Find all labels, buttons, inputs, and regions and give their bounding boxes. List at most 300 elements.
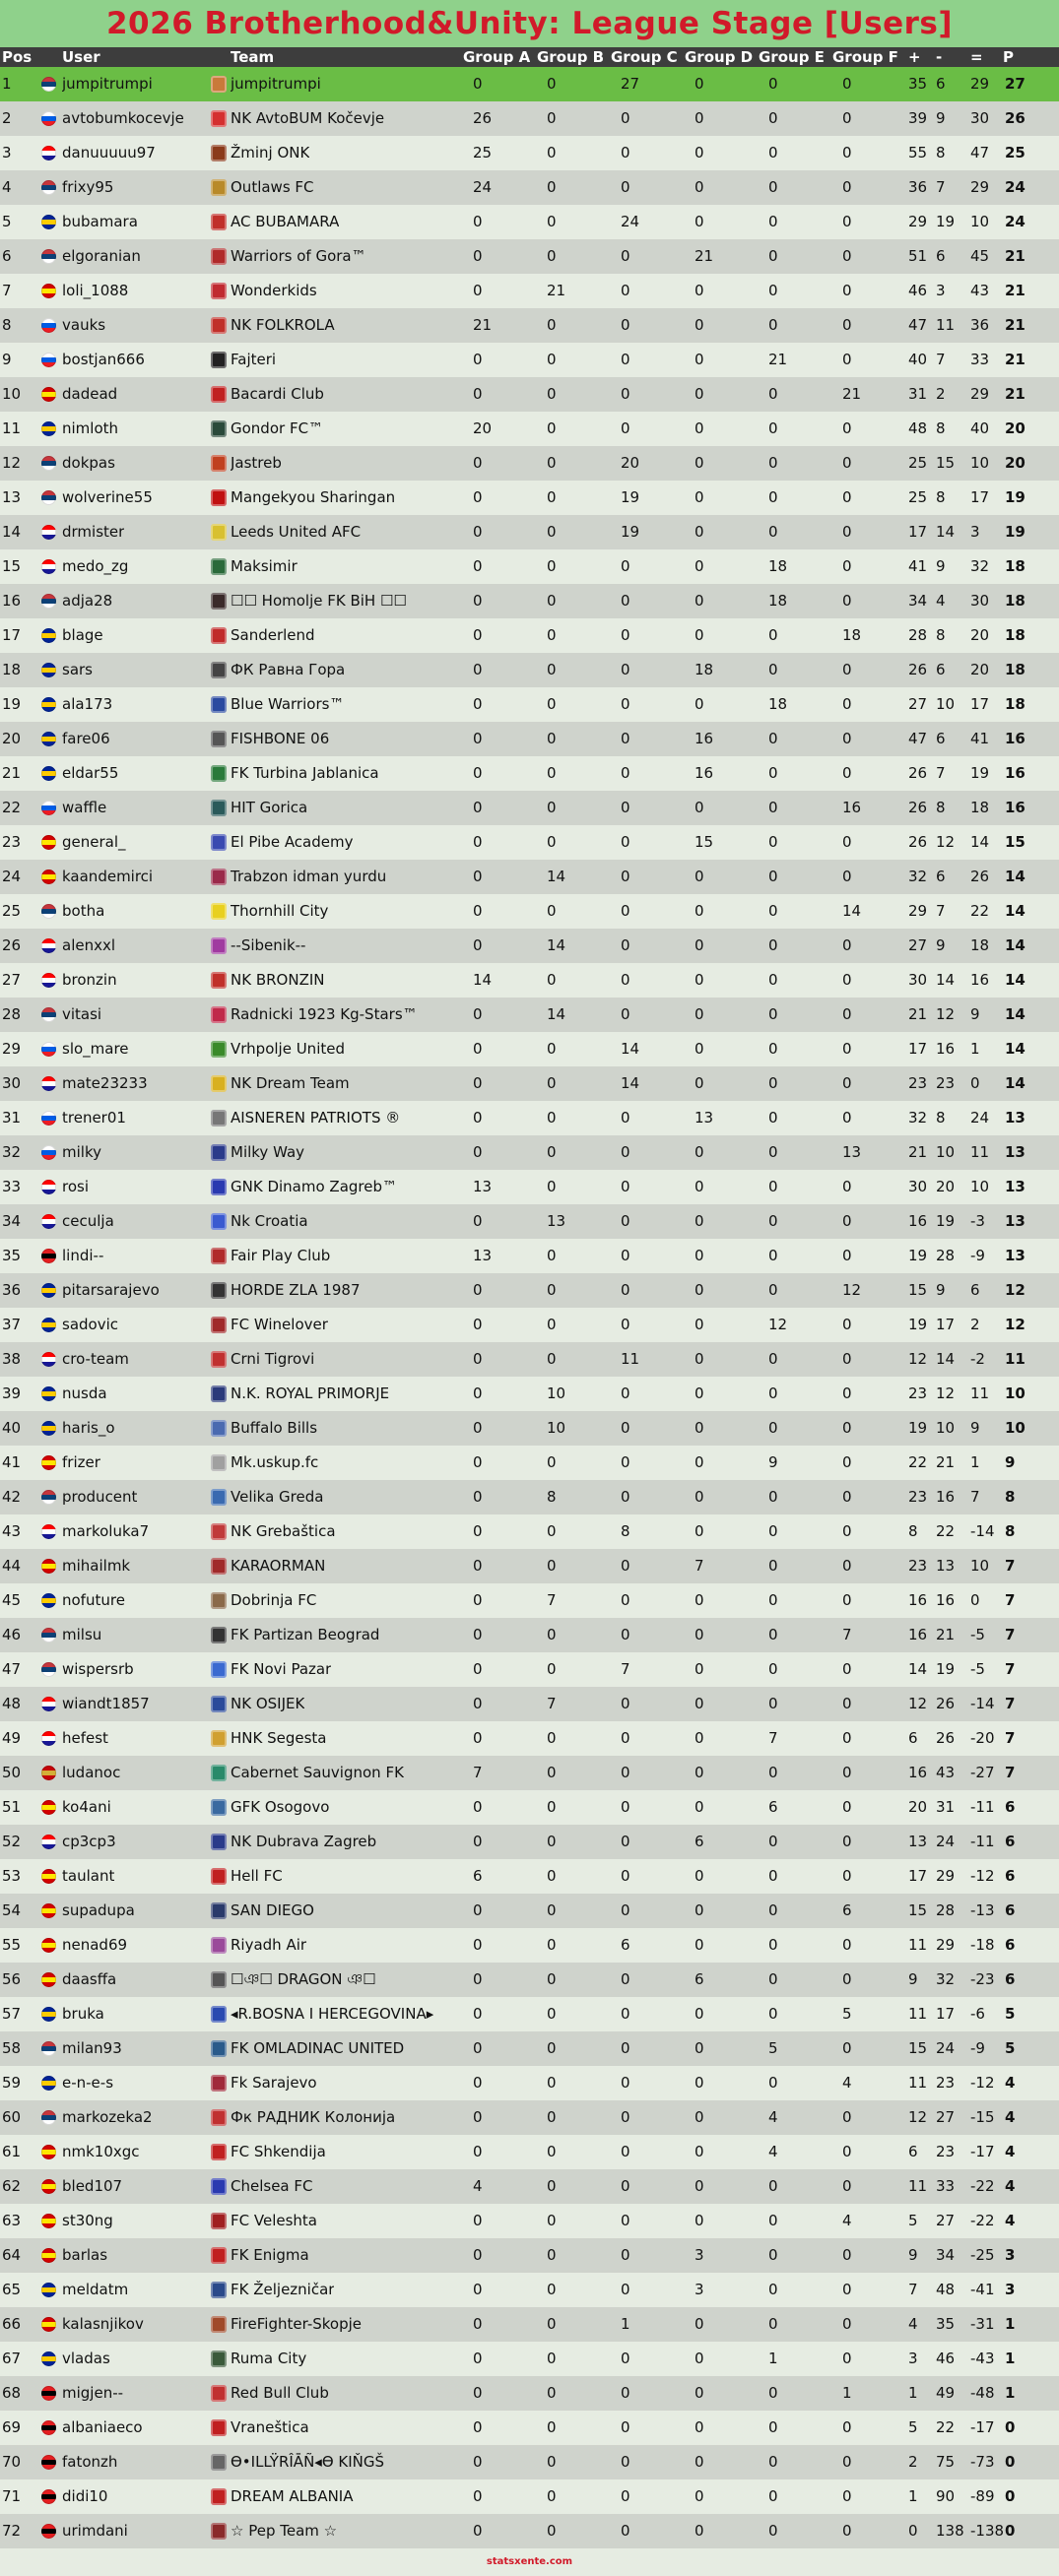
row-user[interactable]: jumpitrumpi bbox=[62, 75, 153, 93]
row-team[interactable]: Red Bull Club bbox=[231, 2384, 329, 2402]
header-group-f[interactable]: Group F bbox=[832, 48, 898, 66]
row-team[interactable]: Fair Play Club bbox=[231, 1247, 331, 1264]
row-team[interactable]: ФК Равна Гора bbox=[231, 661, 346, 678]
table-row[interactable] bbox=[0, 1273, 1059, 1308]
row-goals-against: 29 bbox=[936, 1867, 956, 1885]
row-user[interactable]: sars bbox=[62, 661, 93, 678]
table-row[interactable] bbox=[0, 1170, 1059, 1204]
row-group-e: 7 bbox=[768, 1729, 778, 1747]
header-group-a[interactable]: Group A bbox=[463, 48, 531, 66]
row-team[interactable]: Sanderlend bbox=[231, 626, 315, 644]
table-row[interactable] bbox=[0, 274, 1059, 308]
row-team[interactable]: NK Grebaštica bbox=[231, 1522, 336, 1540]
row-group-f: 0 bbox=[842, 213, 852, 230]
row-user[interactable]: supadupa bbox=[62, 1901, 135, 1919]
row-points: 7 bbox=[1005, 1557, 1016, 1575]
row-team[interactable]: Buffalo Bills bbox=[231, 1419, 318, 1437]
table-row[interactable] bbox=[0, 1066, 1059, 1101]
row-team[interactable]: NK AvtoBUM Kočevje bbox=[231, 109, 385, 127]
row-pos: 61 bbox=[2, 2143, 22, 2160]
table-row[interactable] bbox=[0, 1790, 1059, 1825]
row-team[interactable]: N.K. ROYAL PRIMORJE bbox=[231, 1385, 390, 1402]
table-row[interactable] bbox=[0, 1583, 1059, 1618]
row-team[interactable]: Fk Sarajevo bbox=[231, 2074, 317, 2092]
row-team[interactable]: --Sibenik-- bbox=[231, 936, 306, 954]
row-goals-against: 23 bbox=[936, 2074, 956, 2092]
row-team[interactable]: FC Winelover bbox=[231, 1316, 328, 1333]
table-row[interactable] bbox=[0, 2411, 1059, 2445]
header-pos[interactable]: Pos bbox=[2, 48, 33, 66]
table-row[interactable] bbox=[0, 1377, 1059, 1411]
row-group-a: 0 bbox=[473, 1419, 483, 1437]
row-team[interactable]: AC BUBAMARA bbox=[231, 213, 340, 230]
table-row[interactable] bbox=[0, 1928, 1059, 1963]
row-group-c: 0 bbox=[621, 419, 630, 437]
team-crest-icon bbox=[211, 1799, 227, 1816]
table-row[interactable] bbox=[0, 308, 1059, 343]
row-user[interactable]: cp3cp3 bbox=[62, 1833, 116, 1850]
row-user[interactable]: migjen-- bbox=[62, 2384, 124, 2402]
table-row[interactable] bbox=[0, 998, 1059, 1032]
row-team[interactable]: Фк РАДНИК Колониjа bbox=[231, 2108, 396, 2126]
row-user[interactable]: taulant bbox=[62, 1867, 115, 1885]
row-points: 0 bbox=[1005, 2418, 1016, 2436]
row-team[interactable]: Chelsea FC bbox=[231, 2177, 313, 2195]
table-row[interactable] bbox=[0, 1308, 1059, 1342]
table-row[interactable] bbox=[0, 1721, 1059, 1756]
row-group-f: 0 bbox=[842, 695, 852, 713]
row-user[interactable]: trener01 bbox=[62, 1109, 126, 1127]
row-team[interactable]: FK Enigma bbox=[231, 2246, 309, 2264]
table-row[interactable] bbox=[0, 1825, 1059, 1859]
row-user[interactable]: markoluka7 bbox=[62, 1522, 150, 1540]
row-team[interactable]: FK OMLADINAC UNITED bbox=[231, 2039, 405, 2057]
row-user[interactable]: vitasi bbox=[62, 1005, 102, 1023]
row-user[interactable]: vauks bbox=[62, 316, 106, 334]
row-team[interactable]: Žminj ONK bbox=[231, 144, 310, 161]
row-group-e: 0 bbox=[768, 971, 778, 989]
row-team[interactable]: HIT Gorica bbox=[231, 799, 308, 816]
row-team[interactable]: NK Dubrava Zagreb bbox=[231, 1833, 377, 1850]
row-team[interactable]: ☐☐ Homolje FK BiH ☐☐ bbox=[231, 592, 407, 610]
table-row[interactable] bbox=[0, 101, 1059, 136]
row-team[interactable]: NK Dream Team bbox=[231, 1074, 350, 1092]
row-group-f: 0 bbox=[842, 1453, 852, 1471]
row-user[interactable]: bled107 bbox=[62, 2177, 123, 2195]
row-pos: 27 bbox=[2, 971, 22, 989]
row-group-b: 0 bbox=[547, 661, 557, 678]
table-row[interactable] bbox=[0, 825, 1059, 860]
row-team[interactable]: HORDE ZLA 1987 bbox=[231, 1281, 361, 1299]
row-team[interactable]: FK Turbina Jablanica bbox=[231, 764, 379, 782]
row-team[interactable]: KARAORMAN bbox=[231, 1557, 326, 1575]
row-user[interactable]: dokpas bbox=[62, 454, 115, 472]
table-row[interactable] bbox=[0, 481, 1059, 515]
row-team[interactable]: Nk Croatia bbox=[231, 1212, 308, 1230]
country-flag-icon bbox=[41, 1524, 56, 1539]
row-team[interactable]: NK FOLKROLA bbox=[231, 316, 335, 334]
row-team[interactable]: Hell FC bbox=[231, 1867, 283, 1885]
table-row[interactable] bbox=[0, 1204, 1059, 1239]
row-group-f: 0 bbox=[842, 764, 852, 782]
row-team[interactable]: Riyadh Air bbox=[231, 1936, 307, 1954]
table-row[interactable] bbox=[0, 205, 1059, 239]
table-row[interactable] bbox=[0, 1652, 1059, 1687]
row-team[interactable]: FireFighter-Skopje bbox=[231, 2315, 363, 2333]
row-group-b: 0 bbox=[547, 1522, 557, 1540]
row-user[interactable]: e-n-e-s bbox=[62, 2074, 114, 2092]
row-user[interactable]: markozeka2 bbox=[62, 2108, 153, 2126]
header-goals-against[interactable]: - bbox=[936, 48, 943, 66]
row-user[interactable]: waffle bbox=[62, 799, 107, 816]
row-user[interactable]: kalasnjikov bbox=[62, 2315, 144, 2333]
table-row[interactable] bbox=[0, 67, 1059, 101]
table-row[interactable] bbox=[0, 1239, 1059, 1273]
row-user[interactable]: wolverine55 bbox=[62, 488, 153, 506]
row-group-b: 0 bbox=[547, 351, 557, 368]
table-row[interactable] bbox=[0, 653, 1059, 687]
row-team[interactable]: Dobrinja FC bbox=[231, 1591, 317, 1609]
row-pos: 72 bbox=[2, 2522, 22, 2540]
row-group-f: 0 bbox=[842, 1764, 852, 1781]
row-user[interactable]: kaandemirci bbox=[62, 868, 154, 885]
row-team[interactable]: FC Veleshta bbox=[231, 2212, 317, 2229]
team-crest-icon bbox=[211, 1489, 227, 1506]
row-user[interactable]: pitarsarajevo bbox=[62, 1281, 160, 1299]
row-team[interactable]: ϴ•ILLŸRÎĀÑ◂ϴ KIŇGŠ bbox=[231, 2453, 385, 2471]
table-row[interactable] bbox=[0, 1514, 1059, 1549]
row-user[interactable]: sadovic bbox=[62, 1316, 118, 1333]
row-team[interactable]: NK OSIJEK bbox=[231, 1695, 305, 1712]
row-team[interactable]: Maksimir bbox=[231, 557, 298, 575]
country-flag-icon bbox=[41, 215, 56, 229]
row-team[interactable]: Thornhill City bbox=[231, 902, 329, 920]
row-team[interactable]: FISHBONE 06 bbox=[231, 730, 330, 747]
table-row[interactable] bbox=[0, 170, 1059, 205]
row-user[interactable]: frizer bbox=[62, 1453, 100, 1471]
row-user[interactable]: ko4ani bbox=[62, 1798, 111, 1816]
row-user[interactable]: bronzin bbox=[62, 971, 117, 989]
row-user[interactable]: hefest bbox=[62, 1729, 108, 1747]
row-team[interactable]: Wonderkids bbox=[231, 282, 317, 299]
row-user[interactable]: ala173 bbox=[62, 695, 113, 713]
table-row[interactable] bbox=[0, 2238, 1059, 2273]
table-row[interactable] bbox=[0, 1342, 1059, 1377]
row-group-d: 0 bbox=[695, 1764, 704, 1781]
row-user[interactable]: milky bbox=[62, 1143, 101, 1161]
table-row[interactable] bbox=[0, 1756, 1059, 1790]
row-group-b: 0 bbox=[547, 2246, 557, 2264]
table-row[interactable] bbox=[0, 446, 1059, 481]
table-row[interactable] bbox=[0, 963, 1059, 998]
table-row[interactable] bbox=[0, 2479, 1059, 2514]
row-team[interactable]: Ruma City bbox=[231, 2350, 307, 2367]
row-team[interactable]: AISNEREN PATRIOTS ® bbox=[231, 1109, 401, 1127]
row-pos: 41 bbox=[2, 1453, 22, 1471]
row-team[interactable]: NK BRONZIN bbox=[231, 971, 325, 989]
row-team[interactable]: HNK Segesta bbox=[231, 1729, 327, 1747]
table-row[interactable] bbox=[0, 618, 1059, 653]
table-row[interactable] bbox=[0, 1894, 1059, 1928]
table-row[interactable] bbox=[0, 1446, 1059, 1480]
row-pos: 69 bbox=[2, 2418, 22, 2436]
row-points: 7 bbox=[1005, 1626, 1016, 1643]
row-group-d: 0 bbox=[695, 1178, 704, 1195]
row-user[interactable]: botha bbox=[62, 902, 105, 920]
row-team[interactable]: El Pibe Academy bbox=[231, 833, 354, 851]
row-user[interactable]: bruka bbox=[62, 2005, 104, 2023]
table-row[interactable] bbox=[0, 1032, 1059, 1066]
row-group-d: 0 bbox=[695, 316, 704, 334]
row-user[interactable]: nimloth bbox=[62, 419, 119, 437]
row-user[interactable]: drmister bbox=[62, 523, 125, 541]
row-goal-diff: 1 bbox=[970, 1453, 980, 1471]
table-row[interactable] bbox=[0, 377, 1059, 412]
row-user[interactable]: elgoranian bbox=[62, 247, 141, 265]
row-group-a: 0 bbox=[473, 1729, 483, 1747]
row-user[interactable]: ceculja bbox=[62, 1212, 114, 1230]
row-user[interactable]: st30ng bbox=[62, 2212, 113, 2229]
country-flag-icon bbox=[41, 1490, 56, 1505]
row-team[interactable]: jumpitrumpi bbox=[231, 75, 321, 93]
footer-credit[interactable]: statsxente.com bbox=[486, 2556, 573, 2567]
row-goals-against: 21 bbox=[936, 1626, 956, 1643]
table-row[interactable] bbox=[0, 2169, 1059, 2204]
row-user[interactable]: milan93 bbox=[62, 2039, 122, 2057]
row-team[interactable]: Jastreb bbox=[231, 454, 282, 472]
row-user[interactable]: milsu bbox=[62, 1626, 102, 1643]
header-group-d[interactable]: Group D bbox=[685, 48, 754, 66]
row-team[interactable]: Vrhpolje United bbox=[231, 1040, 345, 1058]
row-team[interactable]: FC Shkendija bbox=[231, 2143, 326, 2160]
row-user[interactable]: wispersrb bbox=[62, 1660, 134, 1678]
row-team[interactable]: Fajteri bbox=[231, 351, 277, 368]
row-user[interactable]: danuuuuu97 bbox=[62, 144, 156, 161]
row-points: 20 bbox=[1005, 419, 1026, 437]
row-user[interactable]: dadead bbox=[62, 385, 118, 403]
row-user[interactable]: producent bbox=[62, 1488, 138, 1506]
row-user[interactable]: nenad69 bbox=[62, 1936, 128, 1954]
table-row[interactable] bbox=[0, 1859, 1059, 1894]
table-row[interactable] bbox=[0, 1135, 1059, 1170]
row-team[interactable]: Cabernet Sauvignon FK bbox=[231, 1764, 404, 1781]
row-team[interactable]: FK Novi Pazar bbox=[231, 1660, 332, 1678]
row-team[interactable]: Trabzon idman yurdu bbox=[231, 868, 387, 885]
row-group-c: 0 bbox=[621, 971, 630, 989]
table-row[interactable] bbox=[0, 2204, 1059, 2238]
row-user[interactable]: meldatm bbox=[62, 2281, 129, 2298]
team-crest-icon bbox=[211, 2247, 227, 2264]
row-group-f: 13 bbox=[842, 1143, 862, 1161]
header-goals-for[interactable]: + bbox=[908, 48, 921, 66]
table-row[interactable] bbox=[0, 2031, 1059, 2066]
row-team[interactable]: Leeds United AFC bbox=[231, 523, 362, 541]
table-row[interactable] bbox=[0, 2376, 1059, 2411]
table-row[interactable] bbox=[0, 2445, 1059, 2479]
table-row[interactable] bbox=[0, 722, 1059, 756]
table-row[interactable] bbox=[0, 1997, 1059, 2031]
row-user[interactable]: rosi bbox=[62, 1178, 89, 1195]
table-row[interactable] bbox=[0, 1101, 1059, 1135]
row-team[interactable]: Milky Way bbox=[231, 1143, 305, 1161]
row-team[interactable]: Radnicki 1923 Kg-Stars™ bbox=[231, 1005, 418, 1023]
table-row[interactable] bbox=[0, 515, 1059, 549]
row-goal-diff: 20 bbox=[970, 626, 990, 644]
row-team[interactable]: SAN DIEGO bbox=[231, 1901, 314, 1919]
row-team[interactable]: Gondor FC™ bbox=[231, 419, 324, 437]
table-row[interactable] bbox=[0, 343, 1059, 377]
row-user[interactable]: fare06 bbox=[62, 730, 110, 747]
row-user[interactable]: wiandt1857 bbox=[62, 1695, 150, 1712]
row-team[interactable]: Crni Tigrovi bbox=[231, 1350, 315, 1368]
row-user[interactable]: mihailmk bbox=[62, 1557, 131, 1575]
row-points: 16 bbox=[1005, 730, 1026, 747]
row-pos: 49 bbox=[2, 1729, 22, 1747]
row-user[interactable]: bostjan666 bbox=[62, 351, 145, 368]
row-group-c: 0 bbox=[621, 1005, 630, 1023]
row-team[interactable]: FK Željezničar bbox=[231, 2281, 335, 2298]
team-crest-icon bbox=[211, 420, 227, 437]
row-team[interactable]: Vraneštica bbox=[231, 2418, 309, 2436]
header-points[interactable]: P bbox=[1003, 48, 1014, 66]
row-user[interactable]: bubamara bbox=[62, 213, 138, 230]
row-user[interactable]: albaniaeco bbox=[62, 2418, 143, 2436]
table-row[interactable] bbox=[0, 1549, 1059, 1583]
row-group-c: 0 bbox=[621, 1833, 630, 1850]
row-goals-against: 16 bbox=[936, 1488, 956, 1506]
row-user[interactable]: alenxxl bbox=[62, 936, 116, 954]
row-team[interactable]: Mk.uskup.fc bbox=[231, 1453, 319, 1471]
row-user[interactable]: general_ bbox=[62, 833, 126, 851]
row-user[interactable]: vladas bbox=[62, 2350, 110, 2367]
table-row[interactable] bbox=[0, 136, 1059, 170]
row-team[interactable]: Bacardi Club bbox=[231, 385, 324, 403]
row-team[interactable]: ◂R.BOSNA I HERCEGOVINA▸ bbox=[231, 2005, 434, 2023]
table-row[interactable] bbox=[0, 929, 1059, 963]
team-crest-icon bbox=[211, 1213, 227, 1230]
row-team[interactable]: GNK Dinamo Zagreb™ bbox=[231, 1178, 397, 1195]
header-user[interactable]: User bbox=[62, 48, 100, 66]
row-user[interactable]: nusda bbox=[62, 1385, 107, 1402]
table-row[interactable] bbox=[0, 756, 1059, 791]
row-user[interactable]: didi10 bbox=[62, 2487, 108, 2505]
team-crest-icon bbox=[211, 1317, 227, 1333]
table-row[interactable] bbox=[0, 2514, 1059, 2548]
row-points: 12 bbox=[1005, 1316, 1026, 1333]
row-goal-diff: 41 bbox=[970, 730, 990, 747]
row-points: 6 bbox=[1005, 1867, 1016, 1885]
table-row[interactable] bbox=[0, 687, 1059, 722]
header-group-c[interactable]: Group C bbox=[611, 48, 678, 66]
table-row[interactable] bbox=[0, 2307, 1059, 2342]
header-group-b[interactable]: Group B bbox=[537, 48, 605, 66]
row-goals-for: 17 bbox=[908, 1867, 928, 1885]
row-user[interactable]: barlas bbox=[62, 2246, 108, 2264]
table-row[interactable] bbox=[0, 1618, 1059, 1652]
row-team[interactable]: Velika Greda bbox=[231, 1488, 324, 1506]
header-group-e[interactable]: Group E bbox=[759, 48, 825, 66]
row-team[interactable]: Warriors of Gora™ bbox=[231, 247, 366, 265]
row-user[interactable]: nmk10xgc bbox=[62, 2143, 140, 2160]
table-row[interactable] bbox=[0, 860, 1059, 894]
row-goals-for: 11 bbox=[908, 2177, 928, 2195]
table-row[interactable] bbox=[0, 2100, 1059, 2135]
row-user[interactable]: fatonzh bbox=[62, 2453, 118, 2471]
row-group-b: 0 bbox=[547, 454, 557, 472]
row-user[interactable]: loli_1088 bbox=[62, 282, 129, 299]
table-row[interactable] bbox=[0, 2135, 1059, 2169]
row-team[interactable]: Blue Warriors™ bbox=[231, 695, 345, 713]
country-flag-icon bbox=[41, 2041, 56, 2056]
row-team[interactable]: ☆ Pep Team ☆ bbox=[231, 2522, 338, 2540]
row-user[interactable]: nofuture bbox=[62, 1591, 125, 1609]
row-team[interactable]: DREAM ALBANIA bbox=[231, 2487, 354, 2505]
row-user[interactable]: urimdani bbox=[62, 2522, 128, 2540]
table-row[interactable] bbox=[0, 2342, 1059, 2376]
row-user[interactable]: cro-team bbox=[62, 1350, 129, 1368]
row-team[interactable]: ☐ঞ☐ DRAGON ঞ☐ bbox=[231, 1970, 376, 1988]
row-group-a: 0 bbox=[473, 2487, 483, 2505]
country-flag-icon bbox=[41, 490, 56, 505]
row-team[interactable]: Mangekyou Sharingan bbox=[231, 488, 396, 506]
row-group-e: 0 bbox=[768, 1005, 778, 1023]
table-row[interactable] bbox=[0, 412, 1059, 446]
table-row[interactable] bbox=[0, 791, 1059, 825]
row-goals-for: 26 bbox=[908, 799, 928, 816]
row-group-f: 0 bbox=[842, 868, 852, 885]
row-team[interactable]: GFK Osogovo bbox=[231, 1798, 330, 1816]
row-user[interactable]: daasffa bbox=[62, 1970, 117, 1988]
row-team[interactable]: Outlaws FC bbox=[231, 178, 314, 196]
table-row[interactable] bbox=[0, 1411, 1059, 1446]
header-team[interactable]: Team bbox=[231, 48, 275, 66]
row-user[interactable]: frixy95 bbox=[62, 178, 114, 196]
row-group-b: 0 bbox=[547, 626, 557, 644]
table-row[interactable] bbox=[0, 2273, 1059, 2307]
table-row[interactable] bbox=[0, 894, 1059, 929]
table-row[interactable] bbox=[0, 239, 1059, 274]
header-goal-diff[interactable]: = bbox=[970, 48, 983, 66]
row-user[interactable]: mate23233 bbox=[62, 1074, 148, 1092]
row-user[interactable]: haris_o bbox=[62, 1419, 115, 1437]
row-goal-diff: -2 bbox=[970, 1350, 985, 1368]
table-row[interactable] bbox=[0, 1963, 1059, 1997]
row-user[interactable]: medo_zg bbox=[62, 557, 129, 575]
row-points: 18 bbox=[1005, 695, 1026, 713]
team-crest-icon bbox=[211, 800, 227, 816]
team-crest-icon bbox=[211, 593, 227, 610]
row-user[interactable]: eldar55 bbox=[62, 764, 119, 782]
table-row[interactable] bbox=[0, 1480, 1059, 1514]
row-group-c: 0 bbox=[621, 833, 630, 851]
row-points: 15 bbox=[1005, 833, 1026, 851]
row-user[interactable]: blage bbox=[62, 626, 103, 644]
table-row[interactable] bbox=[0, 1687, 1059, 1721]
row-goal-diff: 40 bbox=[970, 419, 990, 437]
table-row[interactable] bbox=[0, 2066, 1059, 2100]
row-group-a: 0 bbox=[473, 2246, 483, 2264]
row-user[interactable]: adja28 bbox=[62, 592, 113, 610]
row-points: 1 bbox=[1005, 2350, 1016, 2367]
row-user[interactable]: avtobumkocevje bbox=[62, 109, 184, 127]
row-goals-against: 90 bbox=[936, 2487, 956, 2505]
row-user[interactable]: lindi-- bbox=[62, 1247, 104, 1264]
row-user[interactable]: slo_mare bbox=[62, 1040, 129, 1058]
table-row[interactable] bbox=[0, 584, 1059, 618]
table-row[interactable] bbox=[0, 549, 1059, 584]
row-team[interactable]: FK Partizan Beograd bbox=[231, 1626, 380, 1643]
row-user[interactable]: ludanoc bbox=[62, 1764, 121, 1781]
